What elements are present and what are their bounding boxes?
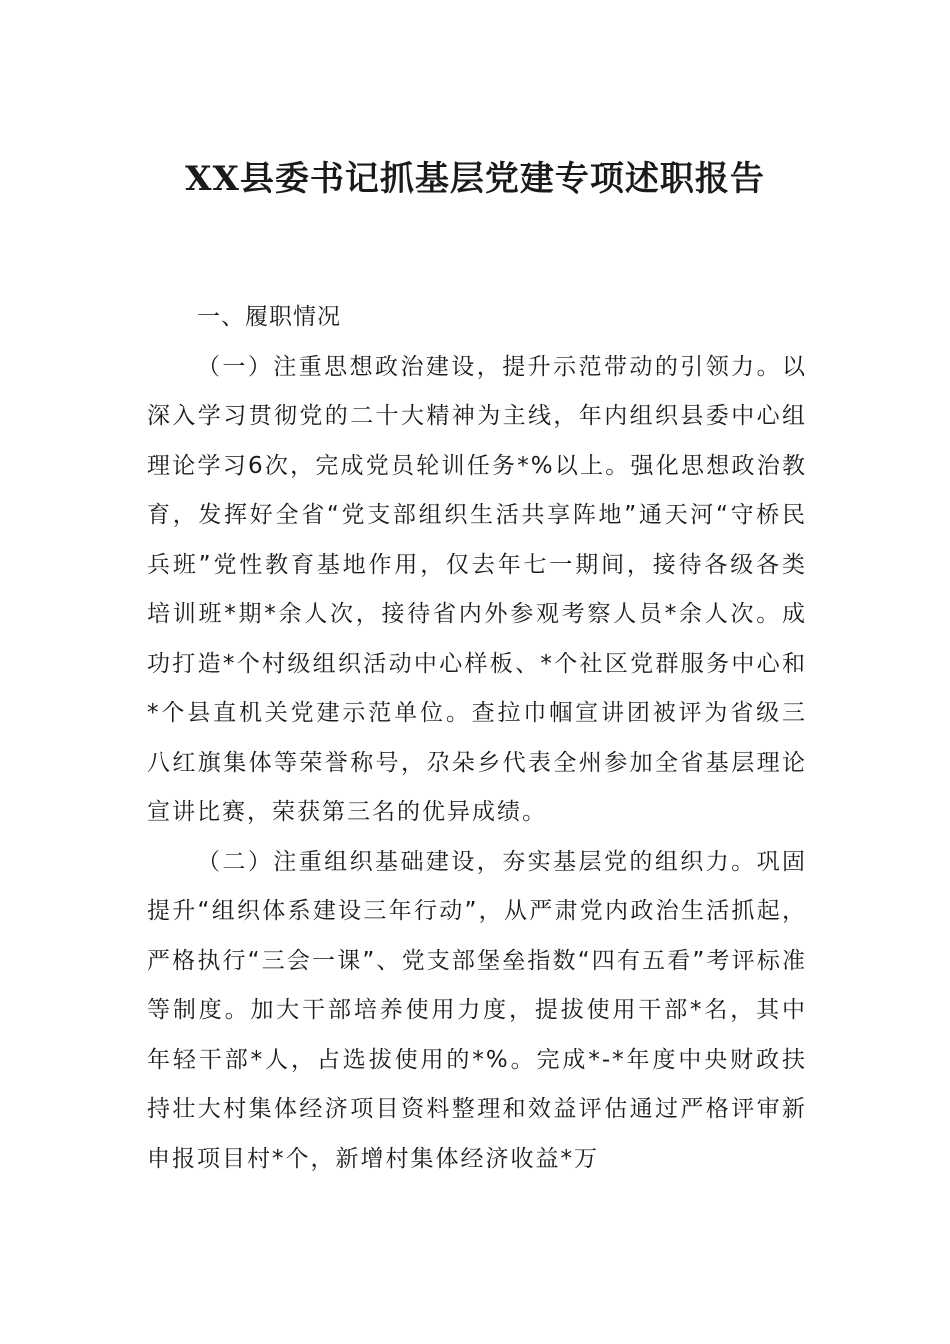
paragraph-ideological-building: （一）注重思想政治建设，提升示范带动的引领力。以深入学习贯彻党的二十大精神为主线，年内组织县委中心组理论学习6次，完成党员轮训任务*%以上。强化思想政治教育，发挥好全省“党支部组织生活共享阵地”通天河“守桥民兵班”党性教育基地作用，仅去年七一期间，接待各级各类培训班*期*余人次，接待省内外参观考察人员*余人次。成功打造*个村级组织活动中心样板、*个社区党群服务中心和*个县直机关党建示范单位。查拉巾帼宣讲团被评为省级三八红旗集体等荣誉称号，尕朵乡代表全州参加全省基层理论宣讲比赛，荣获第三名的优异成绩。 [147, 353, 807, 825]
paragraph-organizational-building: （二）注重组织基础建设，夯实基层党的组织力。巩固提升“组织体系建设三年行动”，从严肃党内政治生活抓起，严格执行“三会一课”、党支部堡垒指数“四有五看”考评标准等制度。加大干部培养使用力度，提拔使用干部*名，其中年轻干部*人，占选拔使用的*%。完成*-*年度中央财政扶持壮大村集体经济项目资料整理和效益评估通过严格评审新申报项目村*个，新增村集体经济收益*万 [147, 848, 807, 1172]
document-body [147, 293, 807, 1184]
document-title: XX县委书记抓基层党建专项述职报告 [185, 159, 765, 199]
section-heading: 一、履职情况 [197, 304, 341, 330]
